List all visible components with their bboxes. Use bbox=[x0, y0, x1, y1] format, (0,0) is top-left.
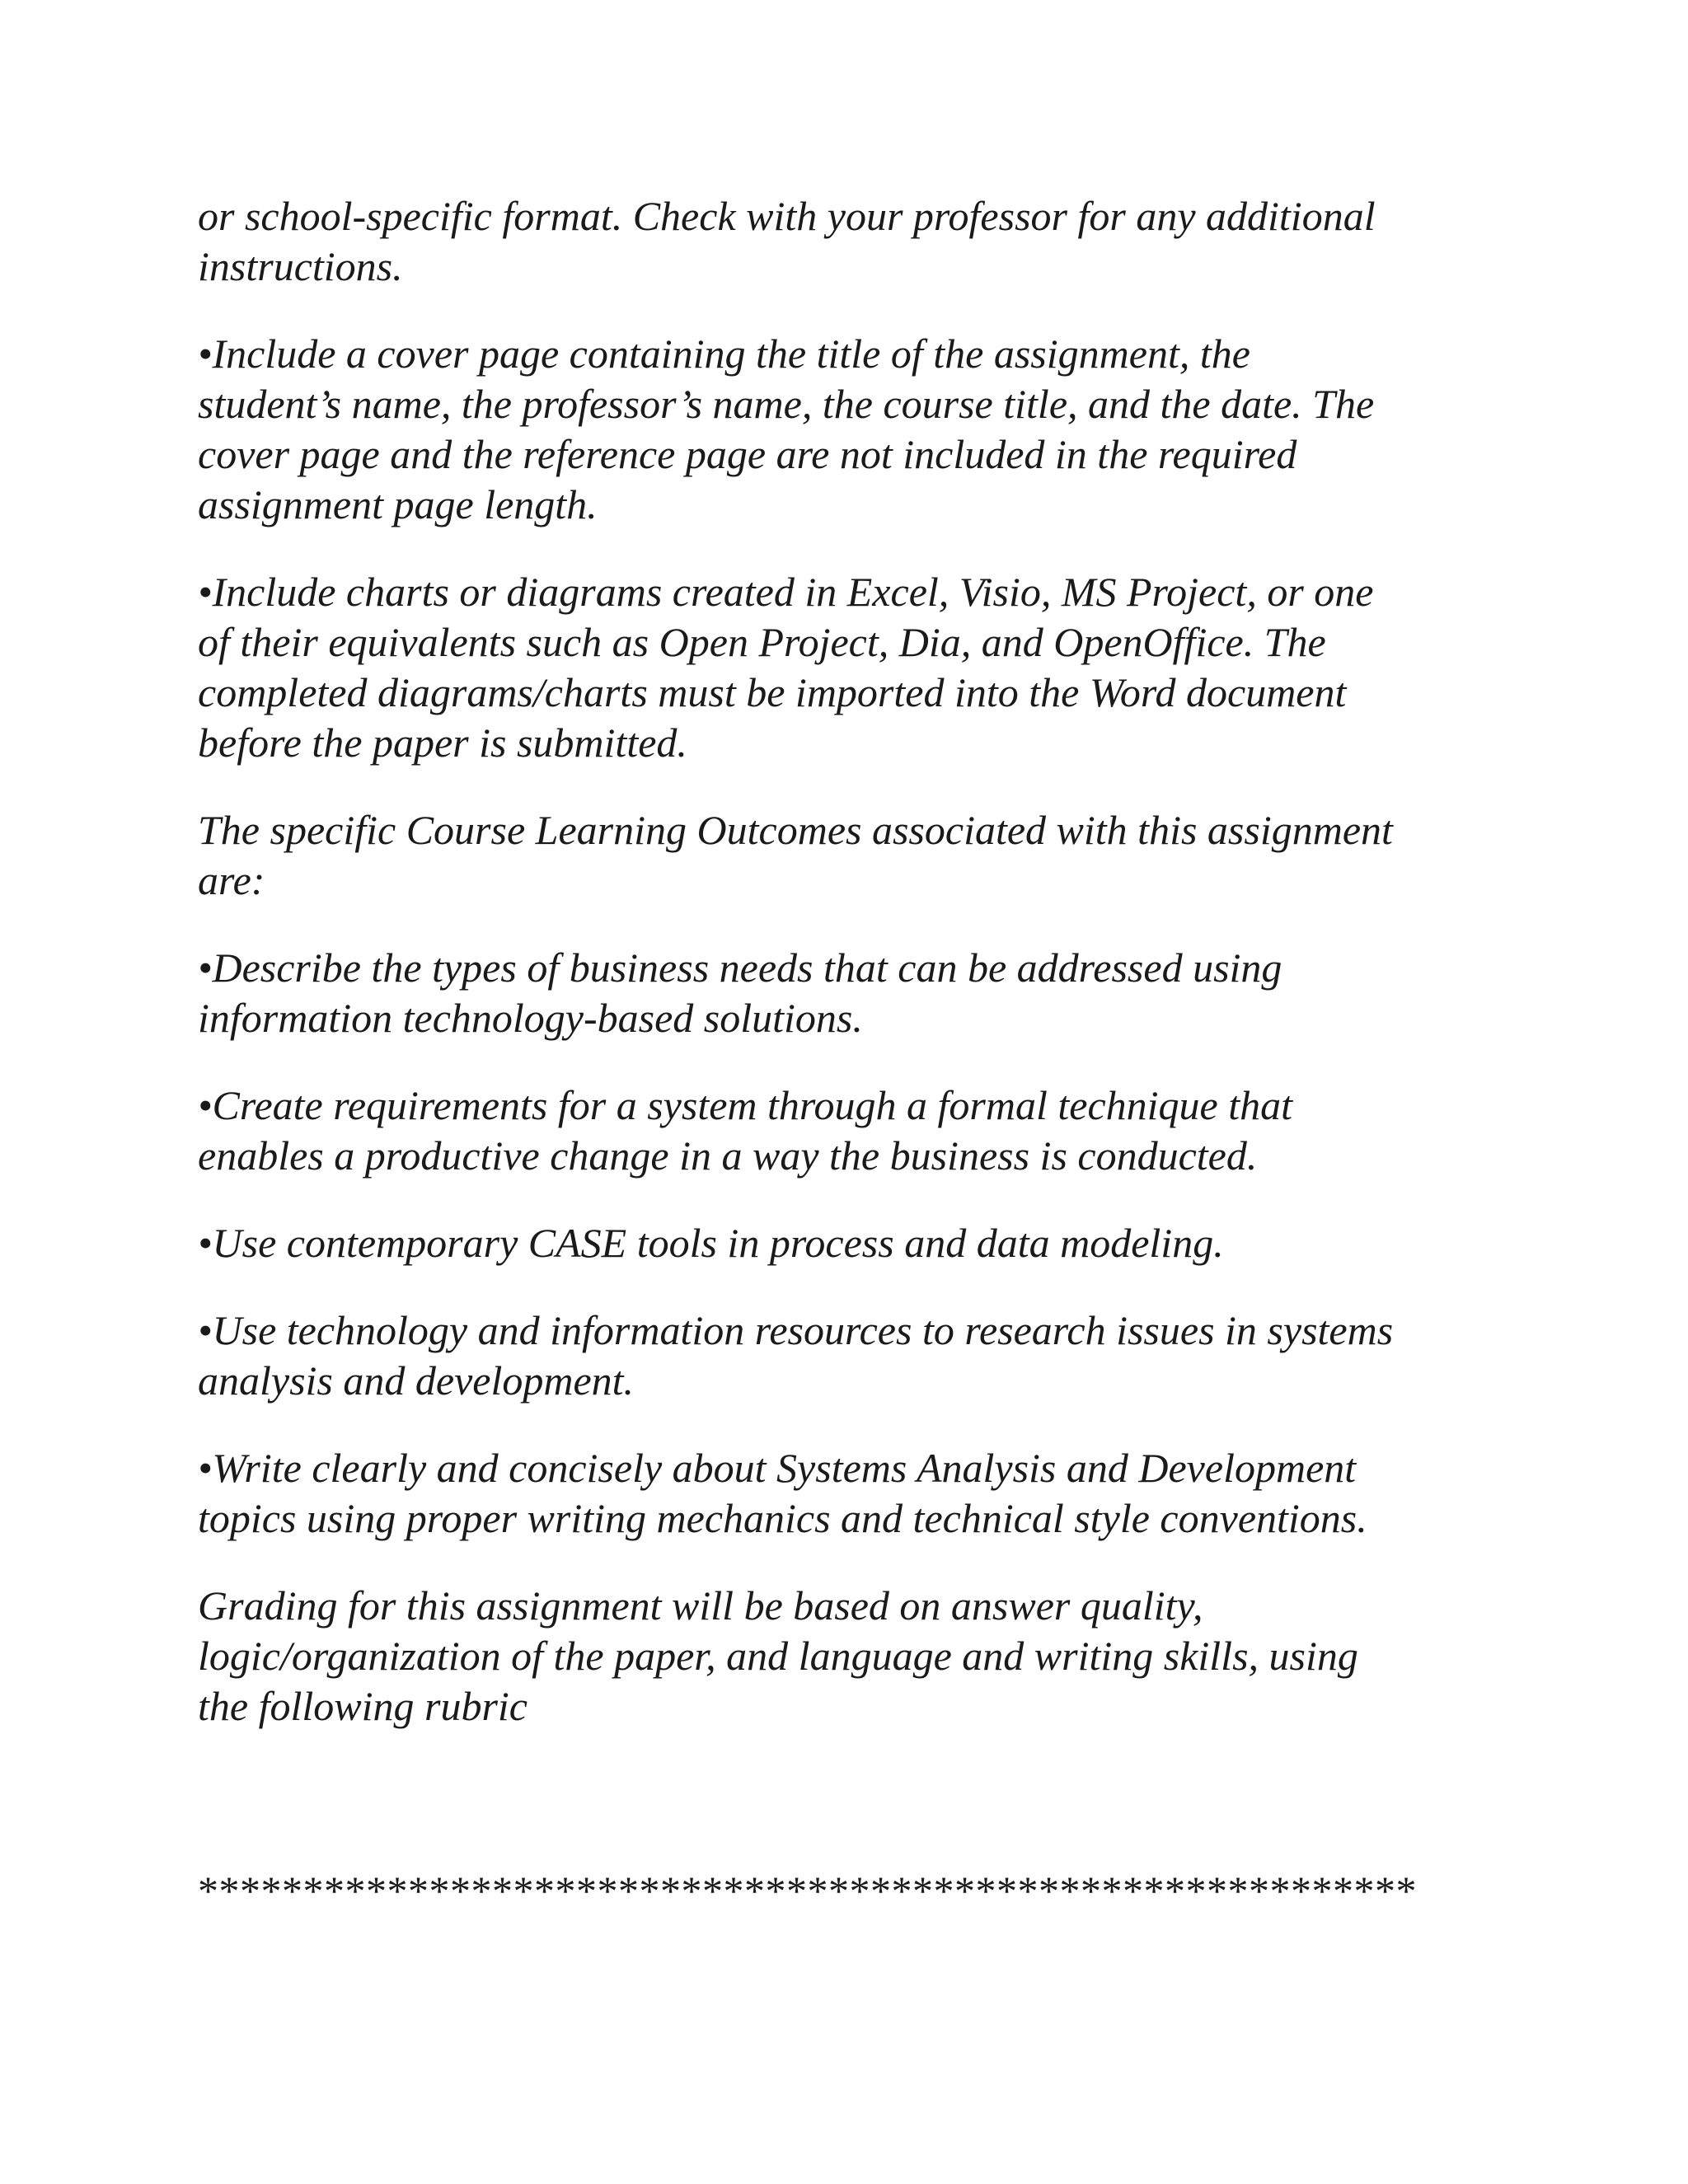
paragraph-outcome-case-tools bbox=[198, 1218, 1492, 1268]
text-line: completed diagrams/charts must be imported into the Word document bbox=[198, 669, 1347, 715]
text-line: topics using proper writing mechanics and technical style conventions. bbox=[198, 1495, 1367, 1541]
asterisk-separator: ********************************************************** bbox=[198, 1868, 1417, 1914]
paragraph-outcome-writing bbox=[198, 1443, 1492, 1544]
text-line: •Use contemporary CASE tools in process and data modeling. bbox=[198, 1220, 1224, 1266]
text-line: The specific Course Learning Outcomes associated with this assignment bbox=[198, 807, 1393, 853]
paragraph-charts-diagrams bbox=[198, 567, 1492, 768]
text-line: or school-specific format. Check with your professor for any additional bbox=[198, 193, 1376, 239]
text-line: logic/organization of the paper, and language and writing skills, using bbox=[198, 1633, 1358, 1679]
text-line: analysis and development. bbox=[198, 1357, 635, 1404]
text-line: student’s name, the professor’s name, the course title, and the date. The bbox=[198, 381, 1375, 427]
paragraph-cover-page bbox=[198, 329, 1492, 530]
text-line: of their equivalents such as Open Project, Dia, and OpenOffice. The bbox=[198, 619, 1326, 665]
paragraph-learning-outcomes-intro bbox=[198, 805, 1492, 906]
text-line: before the paper is submitted. bbox=[198, 719, 687, 766]
text-line: •Write clearly and concisely about Systems Analysis and Development bbox=[198, 1445, 1357, 1491]
text-line: •Use technology and information resources to research issues in systems bbox=[198, 1307, 1394, 1353]
paragraph-grading bbox=[198, 1581, 1492, 1732]
text-line: are: bbox=[198, 857, 265, 903]
text-line: •Include a cover page containing the title of the assignment, the bbox=[198, 330, 1250, 377]
text-line: •Create requirements for a system through a formal technique that bbox=[198, 1082, 1293, 1128]
paragraph-outcome-requirements bbox=[198, 1080, 1492, 1181]
text-line: •Include charts or diagrams created in Excel, Visio, MS Project, or one bbox=[198, 569, 1374, 615]
document-body bbox=[198, 191, 1492, 1769]
text-line: assignment page length. bbox=[198, 481, 598, 527]
paragraph-outcome-research bbox=[198, 1305, 1492, 1406]
paragraph-format-instructions bbox=[198, 191, 1492, 292]
text-line: •Describe the types of business needs that can be addressed using bbox=[198, 944, 1282, 991]
text-line: instructions. bbox=[198, 243, 403, 289]
paragraph-outcome-business-needs bbox=[198, 943, 1492, 1043]
text-line: information technology-based solutions. bbox=[198, 995, 863, 1041]
text-line: Grading for this assignment will be based on answer quality, bbox=[198, 1582, 1203, 1629]
text-line: enables a productive change in a way the business is conducted. bbox=[198, 1132, 1258, 1179]
text-line: the following rubric bbox=[198, 1683, 528, 1729]
text-line: cover page and the reference page are not included in the required bbox=[198, 431, 1297, 477]
